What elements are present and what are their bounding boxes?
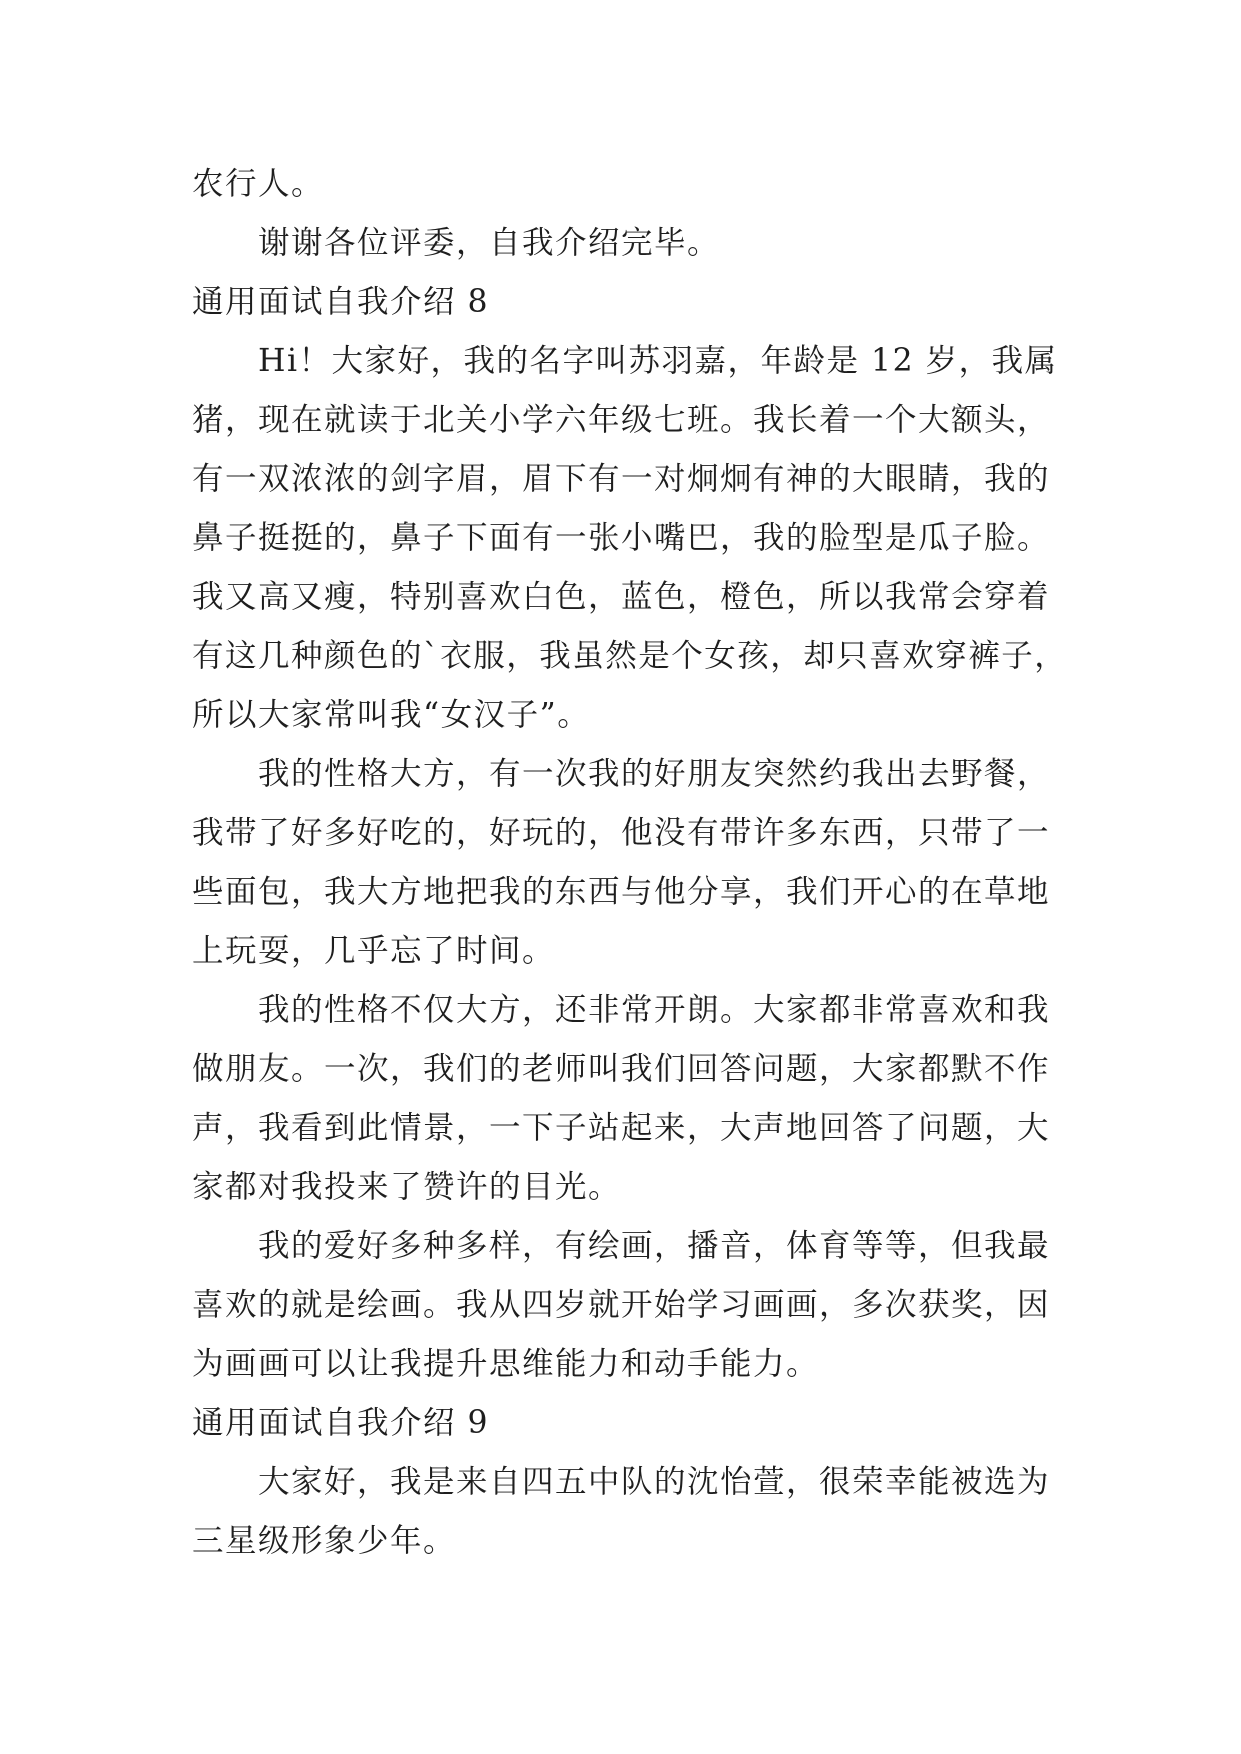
paragraph-intro-appearance: Hi！大家好，我的名字叫苏羽嘉，年龄是 12 岁，我属猪，现在就读于北关小学六年级七班。我长着一个大额头，有一双浓浓的剑字眉，眉下有一对炯炯有神的大眼睛，我的鼻子挺挺的，鼻子下面有一张小嘴巴，我的脸型是瓜子脸。我又高又瘦，特别喜欢白色，蓝色，橙色，所以我常会穿着有这几种颜色的`衣服，我虽然是个女孩，却只喜欢穿裤子，所以大家常叫我“女汉子”。 <box>192 343 1068 733</box>
section-heading-8: 通用面试自我介绍 8 <box>192 284 490 320</box>
paragraph-intro-9: 大家好，我是来自四五中队的沈怡萱，很荣幸能被选为三星级形象少年。 <box>192 1464 1051 1559</box>
section-heading-9: 通用面试自我介绍 9 <box>192 1405 490 1441</box>
paragraph-closing-line: 农行人。 <box>192 166 325 202</box>
paragraph-hobbies: 我的爱好多种多样，有绘画，播音，体育等等，但我最喜欢的就是绘画。我从四岁就开始学习画画，多次获奖，因为画画可以让我提升思维能力和动手能力。 <box>192 1228 1051 1382</box>
paragraph-thanks: 谢谢各位评委，自我介绍完毕。 <box>258 225 721 261</box>
paragraph-personality-generous: 我的性格大方，有一次我的好朋友突然约我出去野餐，我带了好多好吃的，好玩的，他没有带许多东西，只带了一些面包，我大方地把我的东西与他分享，我们开心的在草地上玩耍，几乎忘了时间。 <box>192 756 1051 969</box>
paragraph-personality-cheerful: 我的性格不仅大方，还非常开朗。大家都非常喜欢和我做朋友。一次，我们的老师叫我们回答问题，大家都默不作声，我看到此情景，一下子站起来，大声地回答了问题，大家都对我投来了赞许的目光。 <box>192 992 1051 1205</box>
document-body <box>192 155 1072 1571</box>
